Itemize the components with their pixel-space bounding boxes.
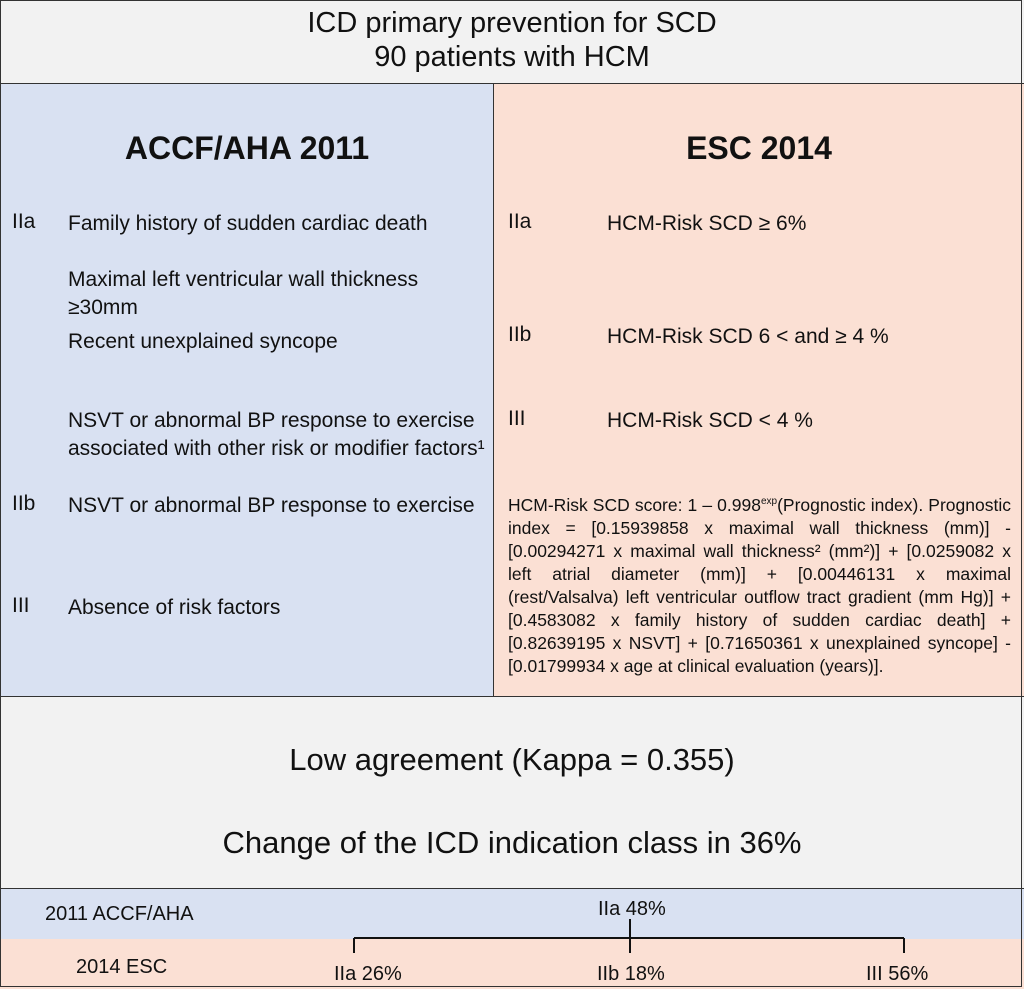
esc-criterion-iia: HCM-Risk SCD ≥ 6% [607, 212, 807, 235]
aha-criterion-nsvt-modifier: NSVT or abnormal BP response to exercise associated with other risk or modifier factors¹ [68, 409, 485, 460]
esc-class-iii: III [508, 407, 526, 430]
agreement-text: Low agreement (Kappa = 0.355) [289, 742, 735, 777]
aha-band-label: 2011 ACCF/AHA [45, 903, 194, 925]
aha-criterion-family-history: Family history of sudden cardiac death [68, 212, 428, 235]
esc-criterion-iib: HCM-Risk SCD 6 < and ≥ 4 % [607, 325, 889, 348]
esc-value-iia: IIa 26% [334, 963, 402, 985]
aha-band-value: IIa 48% [598, 898, 666, 920]
accf-aha-heading: ACCF/AHA 2011 [124, 130, 370, 166]
title-line-2: 90 patients with HCM [374, 41, 650, 73]
aha-class-iii: III [12, 594, 30, 617]
change-text: Change of the ICD indication class in 36% [222, 825, 802, 860]
esc-class-iib: IIb [508, 323, 532, 346]
title-line-1: ICD primary prevention for SCD [307, 7, 717, 39]
aha-criterion-nsvt: NSVT or abnormal BP response to exercise [68, 494, 475, 517]
esc-value-iii: III 56% [866, 963, 929, 985]
esc-value-iib: IIb 18% [597, 963, 665, 985]
aha-criterion-wall-thickness: Maximal left ventricular wall thickness ≥30mm [68, 268, 419, 319]
aha-class-iib: IIb [12, 492, 36, 515]
aha-criterion-syncope: Recent unexplained syncope [68, 330, 338, 353]
esc-band-label: 2014 ESC [76, 956, 168, 978]
esc-class-iia: IIa [508, 210, 532, 233]
esc-heading: ESC 2014 [686, 130, 832, 166]
formula-superscript: exp [760, 496, 778, 507]
aha-class-iia: IIa [12, 210, 36, 233]
formula-prefix: HCM-Risk SCD score: 1 – 0.998 [508, 494, 761, 515]
esc-criterion-iii: HCM-Risk SCD < 4 % [607, 409, 813, 432]
aha-criterion-absence: Absence of risk factors [68, 596, 281, 619]
formula-body: (Prognostic index). Prognostic index = [0.15939858 x maximal wall thickness (mm)] - [0.00294271 x maximal wall thickness² (mm²)] + [0.0259082 x left atrial diameter (mm)] + [0.00446131 x maximal (rest/Valsalva) left ventricular outflow tract gradient (mm Hg)] + [0.4583082 x family history of sudden cardiac death] + [0.82639195 x NSVT] + [0.71650361 x unexplained syncope] - [0.01799934 x age at clinical evaluation (years)]. [508, 494, 1011, 676]
